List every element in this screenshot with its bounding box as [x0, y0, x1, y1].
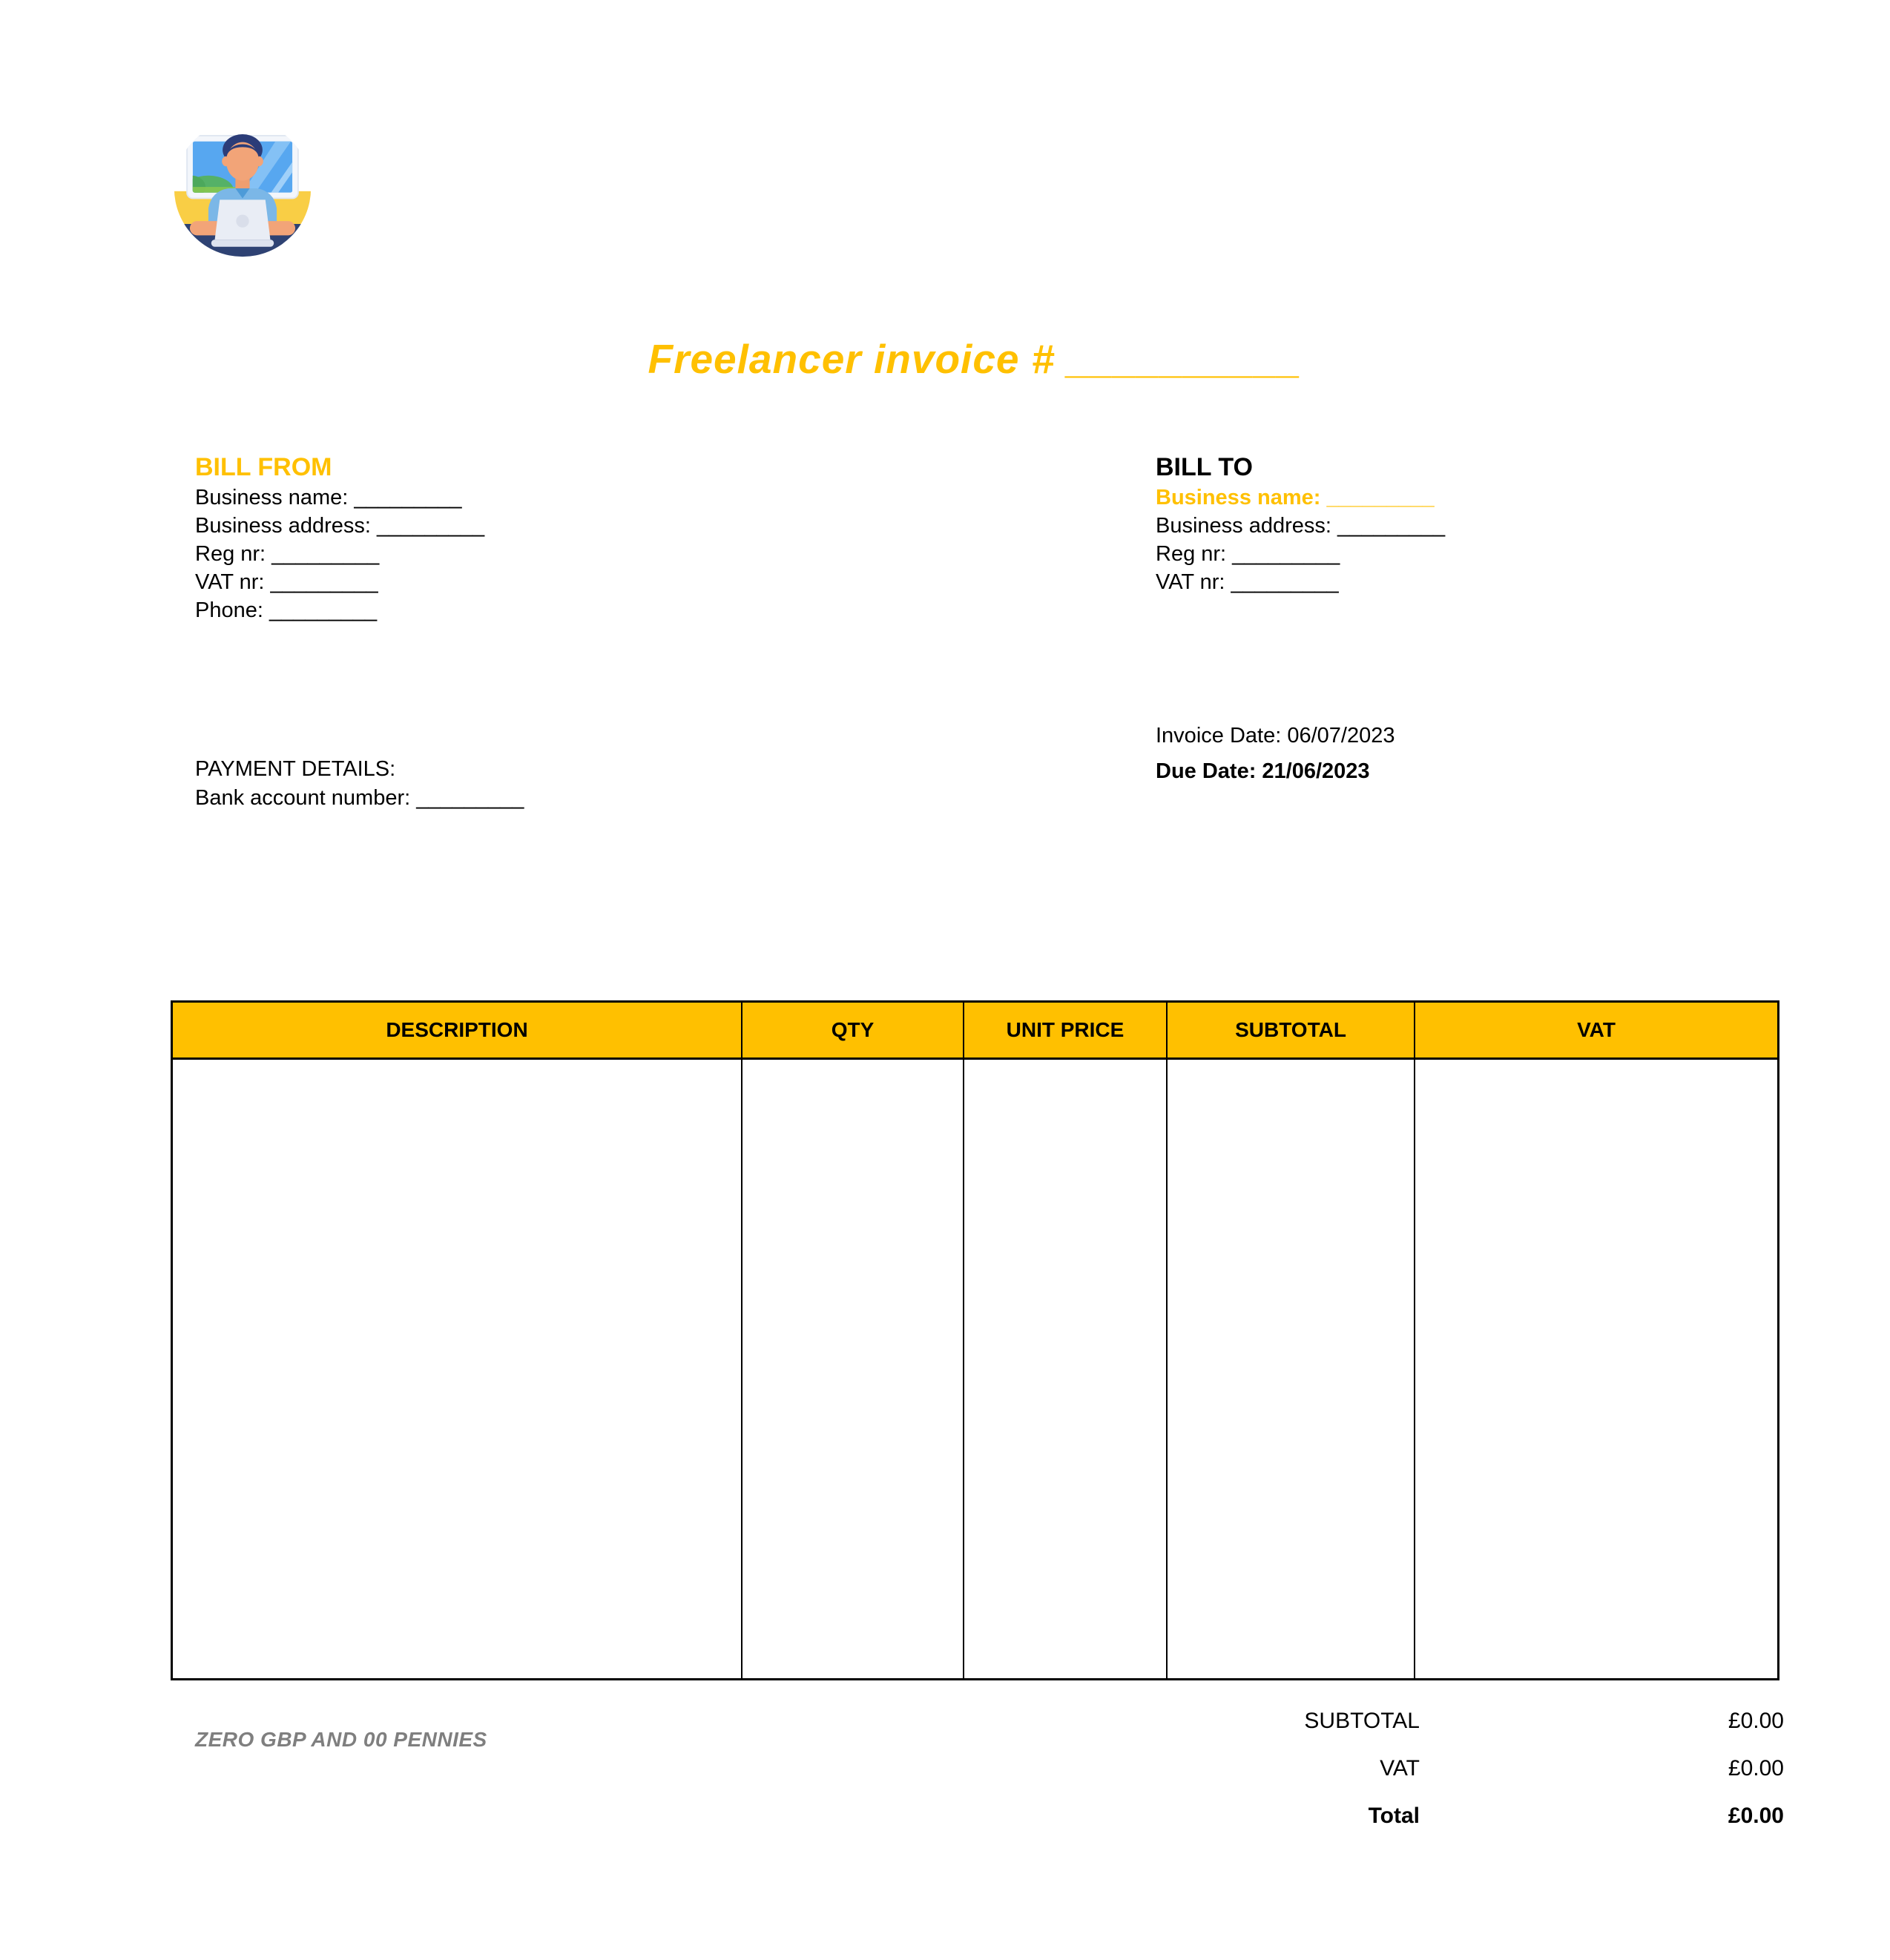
column-header-description: DESCRIPTION — [386, 1018, 528, 1041]
vat-label: VAT — [1380, 1756, 1420, 1781]
bill-from-phone-line: Phone: _________ — [195, 598, 378, 622]
body-cell-vat — [1414, 1060, 1777, 1678]
bill-to-reg-nr-line: Reg nr: _________ — [1156, 542, 1340, 566]
bill-from-section — [195, 451, 484, 624]
invoice-date-line: Invoice Date: 06/07/2023 — [1156, 724, 1395, 748]
total-value: £0.00 — [1728, 1804, 1784, 1828]
total-row — [1165, 1801, 1784, 1832]
bill-to-business-address-line: Business address: _________ — [1156, 514, 1446, 538]
bill-to-business-name-line: Business name: _________ — [1156, 486, 1435, 509]
invoice-title: Freelancer invoice # __________ — [648, 336, 1302, 382]
body-cell-description — [173, 1060, 741, 1678]
items-table — [171, 1000, 1779, 1680]
vat-value: £0.00 — [1728, 1756, 1784, 1781]
subtotal-label: SUBTOTAL — [1304, 1709, 1420, 1733]
dates-section — [1156, 718, 1395, 789]
bill-from-heading: BILL FROM — [195, 453, 332, 481]
bill-to-section — [1156, 451, 1445, 596]
column-header-subtotal: SUBTOTAL — [1166, 1003, 1414, 1057]
vat-row — [1165, 1753, 1784, 1784]
bill-to-heading: BILL TO — [1156, 453, 1253, 481]
bill-from-reg-nr-line: Reg nr: _________ — [195, 542, 380, 566]
column-header-unit-price: UNIT PRICE — [963, 1003, 1166, 1057]
subtotal-value: £0.00 — [1728, 1709, 1784, 1733]
column-header-vat: VAT — [1414, 1003, 1777, 1057]
body-cell-subtotal — [1166, 1060, 1414, 1678]
bill-from-business-address-line: Business address: _________ — [195, 514, 485, 538]
column-header-qty: QTY — [741, 1003, 963, 1057]
payment-details-section — [195, 755, 524, 813]
body-cell-unit-price — [963, 1060, 1166, 1678]
freelancer-logo-icon — [171, 117, 314, 260]
body-cell-qty — [741, 1060, 963, 1678]
bank-account-number-line: Bank account number: _________ — [195, 786, 524, 810]
bill-from-vat-nr-line: VAT nr: _________ — [195, 570, 378, 594]
due-date-line: Due Date: 21/06/2023 — [1156, 759, 1370, 783]
items-table-body-row — [173, 1060, 1777, 1678]
bill-from-business-name-line: Business name: _________ — [195, 486, 462, 509]
items-table-header-row — [173, 1003, 1777, 1060]
subtotal-row — [1165, 1706, 1784, 1737]
amount-in-words: ZERO GBP AND 00 PENNIES — [195, 1728, 487, 1751]
payment-details-heading: PAYMENT DETAILS: — [195, 757, 396, 781]
total-label: Total — [1368, 1804, 1420, 1828]
bill-to-vat-nr-line: VAT nr: _________ — [1156, 570, 1339, 594]
